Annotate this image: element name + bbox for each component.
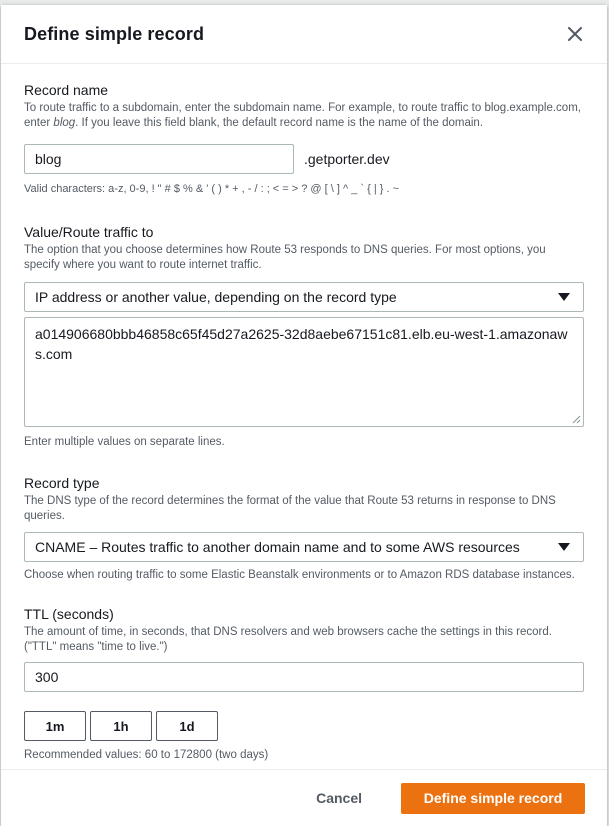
valid-characters-hint: Valid characters: a-z, 0-9, ! " # $ % & ' ( ) * + , - / : ; < = > ? @ [ \ ] ^ _ ` { | } . ~ [24, 183, 399, 195]
ttl-description: The amount of time, in seconds, that DNS resolvers and web browsers cache the settings in this record. ("TTL" means "time to live.") [24, 626, 552, 653]
modal-body [1, 64, 607, 763]
define-simple-record-button[interactable]: Define simple record [401, 783, 585, 814]
value-route-field [24, 223, 584, 450]
modal-title: Define simple record [24, 23, 205, 44]
close-icon [568, 27, 582, 41]
record-type-select[interactable] [24, 532, 584, 562]
ttl-hint: Recommended values: 60 to 172800 (two days) [24, 749, 269, 761]
record-type-selected: CNAME – Routes traffic to another domain name and to some AWS resources [35, 539, 520, 555]
record-type-field [24, 474, 584, 583]
record-name-desc-emph: blog [53, 117, 76, 129]
ttl-presets [24, 711, 584, 741]
record-name-input[interactable]: blog [24, 144, 294, 174]
modal-header [1, 5, 607, 64]
record-type-description: The DNS type of the record determines the format of the value that Route 53 returns in response to DNS queries. [24, 495, 556, 522]
record-name-label: Record name [24, 82, 109, 98]
domain-suffix: .getporter.dev [304, 151, 390, 167]
value-route-select[interactable] [24, 282, 584, 312]
modal-footer [1, 769, 607, 826]
record-name-desc-prefix: To route traffic to a subdomain, enter the subdomain name. For example, to route traffic to blog.example.com, enter [24, 102, 581, 129]
record-type-hint: Choose when routing traffic to some Elastic Beanstalk environments or to Amazon RDS database instances. [24, 569, 575, 581]
ttl-field [24, 605, 584, 763]
resize-handle-icon[interactable] [572, 415, 581, 424]
record-name-field [24, 81, 584, 197]
ttl-preset-1m-button[interactable]: 1m [24, 711, 86, 741]
value-route-description: The option that you choose determines how Route 53 responds to DNS queries. For most options, you specify where you want to route internet traffic. [24, 244, 546, 271]
ttl-label: TTL (seconds) [24, 606, 114, 622]
ttl-preset-1d-button[interactable]: 1d [156, 711, 218, 741]
value-route-selected: IP address or another value, depending on the record type [35, 289, 397, 305]
record-type-label: Record type [24, 475, 100, 491]
value-textarea[interactable] [24, 317, 584, 427]
record-name-description [24, 101, 584, 131]
value-textarea-text: a014906680bbb46858c65f45d27a2625-32d8aebe67151c81.elb.eu-west-1.amazonaws.com [35, 326, 568, 362]
record-name-desc-suffix: . If you leave this field blank, the default record name is the name of the domain. [75, 117, 484, 129]
define-record-modal [1, 5, 607, 826]
ttl-preset-1h-button[interactable]: 1h [90, 711, 152, 741]
close-button[interactable] [565, 24, 585, 44]
cancel-button[interactable]: Cancel [316, 790, 362, 806]
chevron-down-icon [558, 543, 570, 551]
value-route-label: Value/Route traffic to [24, 224, 154, 240]
value-route-hint: Enter multiple values on separate lines. [24, 436, 225, 448]
ttl-input[interactable]: 300 [24, 662, 584, 692]
chevron-down-icon [558, 293, 570, 301]
